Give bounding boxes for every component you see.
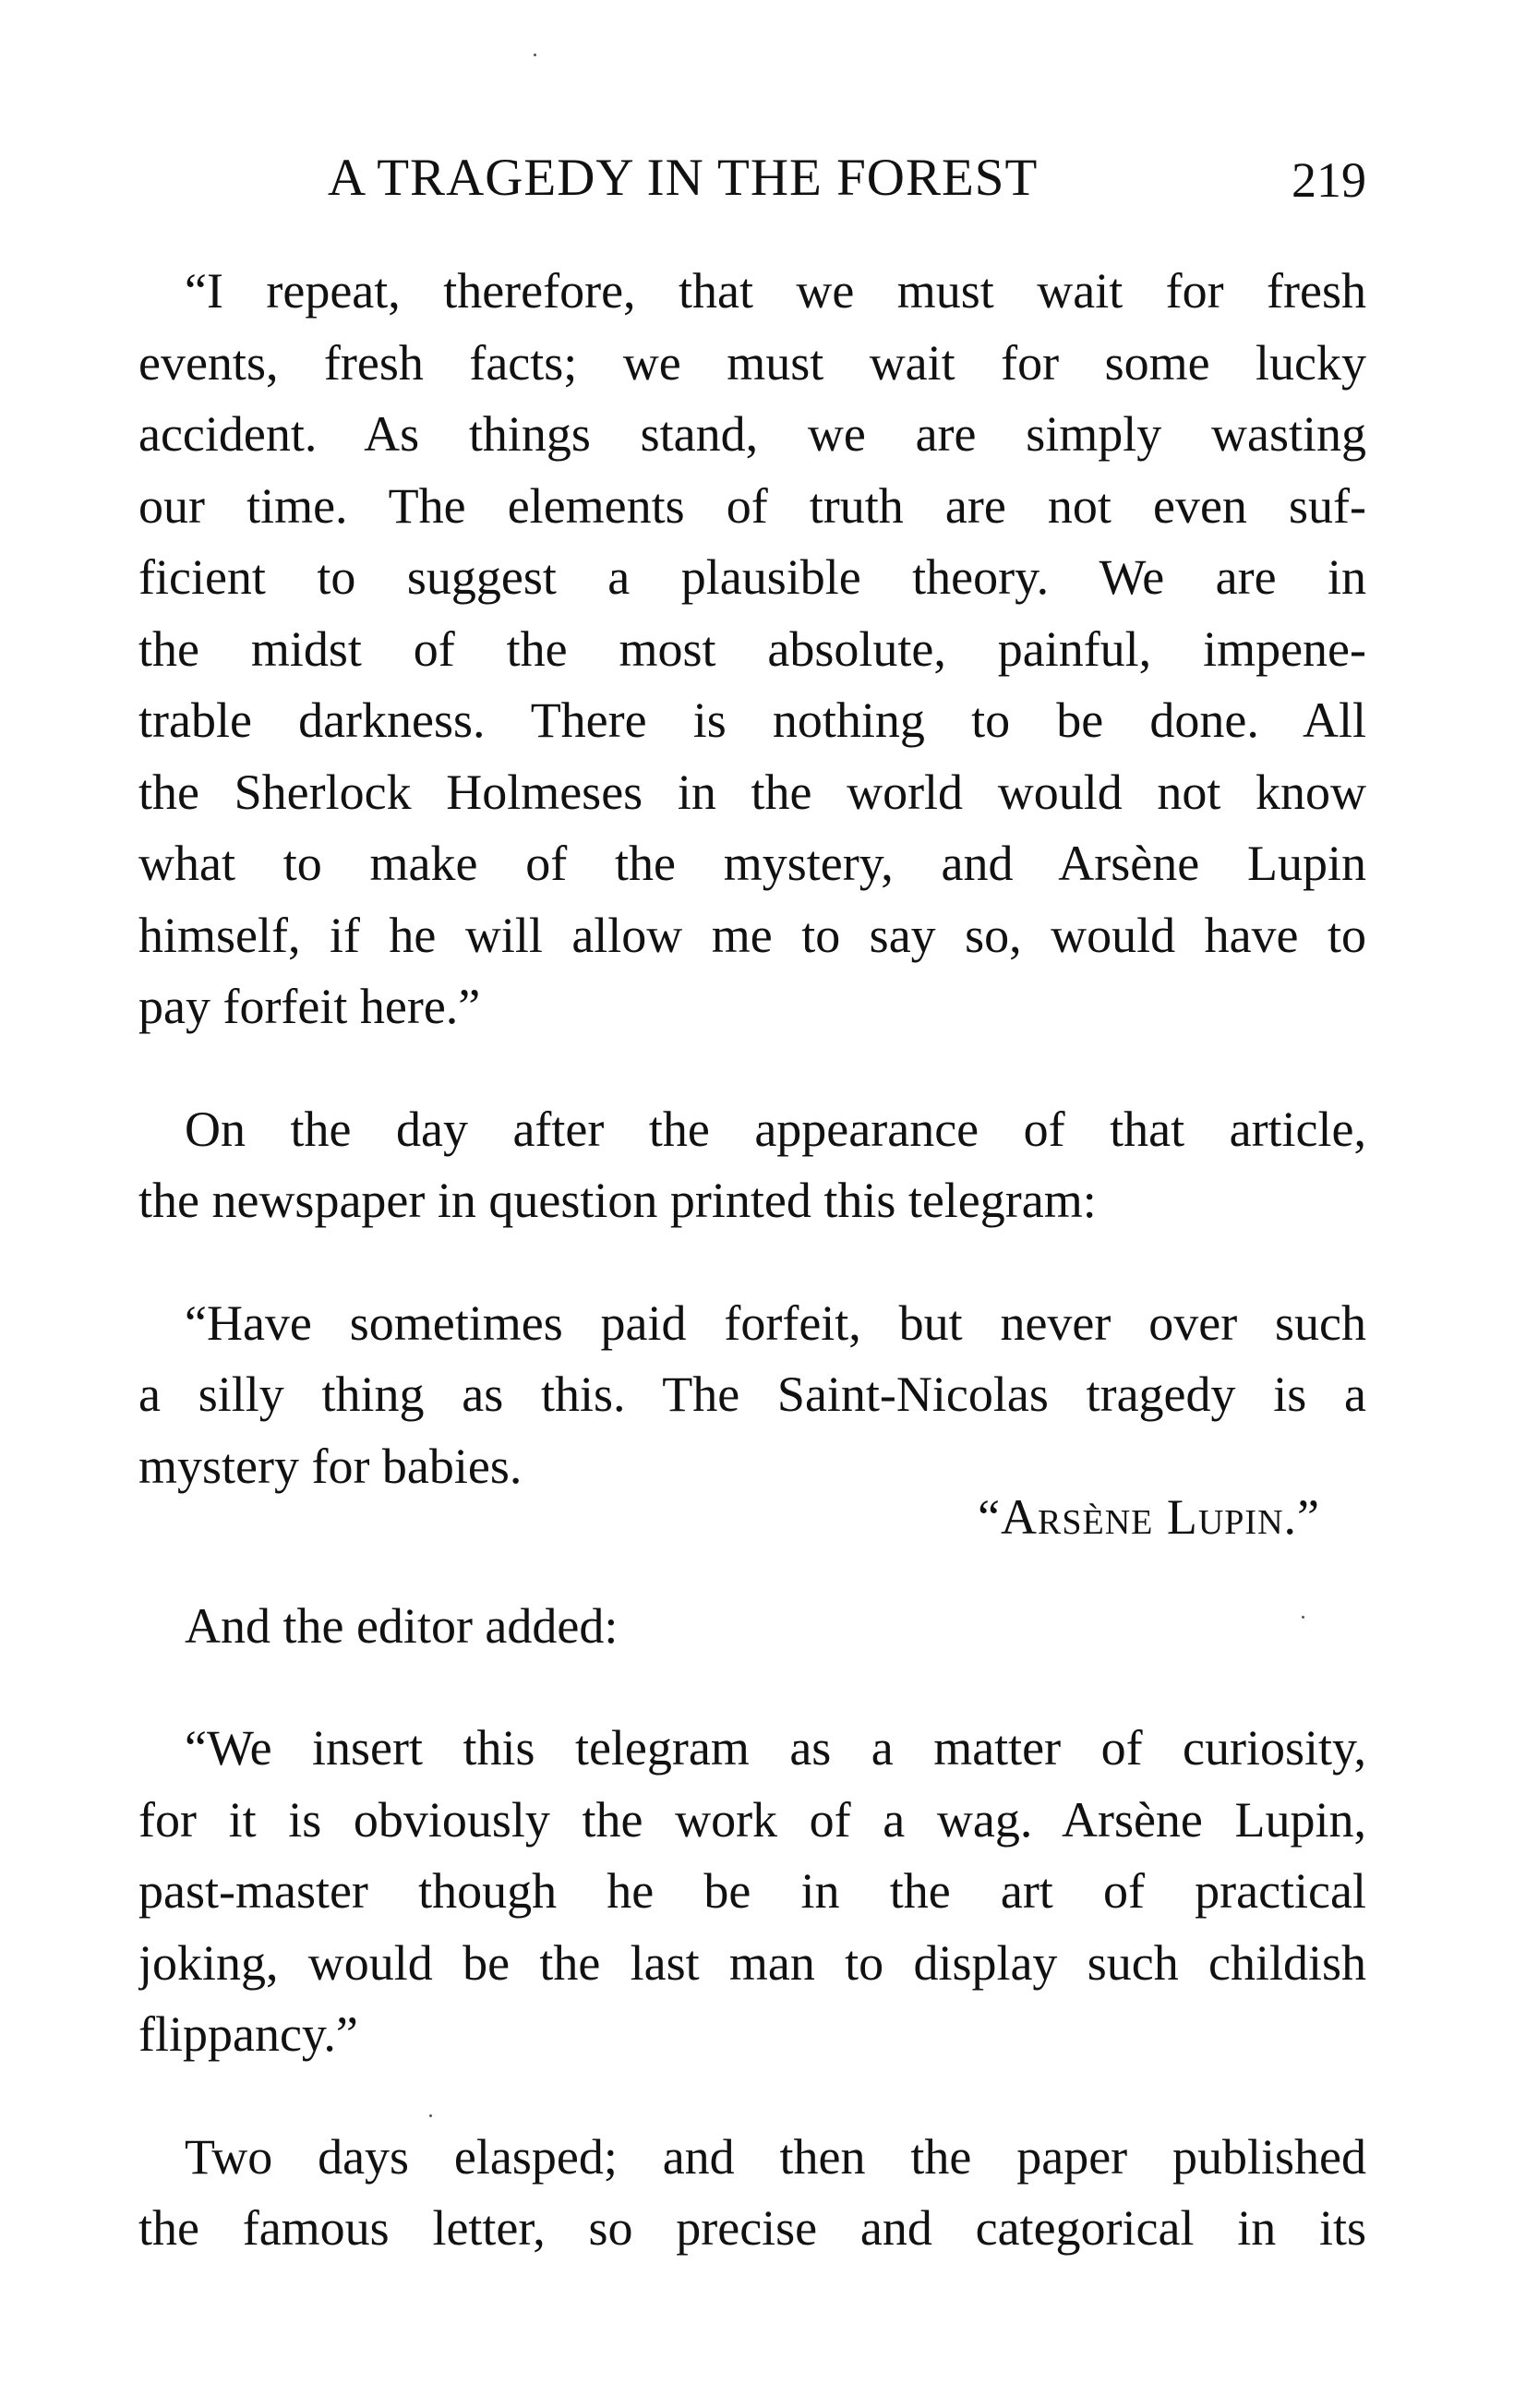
telegram-signature: “Arsène Lupin.” [978, 1489, 1320, 1545]
text-line: the newspaper in question printed this telegram: [138, 1173, 1097, 1228]
page-number: 219 [1292, 152, 1366, 208]
text-line: And the editor added: [185, 1597, 619, 1654]
paragraph-quote-article [138, 256, 1366, 1043]
text-line: Two days elasped; and then the paper published [185, 2128, 1366, 2185]
text-line: himself, if he will allow me to say so, would have to [138, 907, 1366, 963]
text-line: “We insert this telegram as a matter of curiosity, [185, 1720, 1366, 1776]
text-line: pay forfeit here.” [138, 979, 481, 1034]
text-line: flippancy.” [138, 2006, 358, 2062]
text-line: what to make of the mystery, and Arsène Lupin [138, 836, 1366, 891]
text-line: “I repeat, therefore, that we must wait for fresh [185, 263, 1366, 319]
body-text [138, 256, 1366, 2265]
text-line: events, fresh facts; we must wait for some lucky [138, 334, 1366, 391]
print-speck [534, 54, 536, 56]
text-line: past-master though he be in the art of practical [138, 1863, 1366, 1919]
paragraph-gap [138, 1554, 1366, 1591]
paragraph-letter [138, 2122, 1366, 2265]
text-line: a silly thing as this. The Saint-Nicolas tragedy is a [138, 1367, 1366, 1422]
running-head-title: A TRAGEDY IN THE FOREST [328, 149, 1039, 207]
paragraph-gap [138, 1662, 1366, 1713]
text-line: “Have sometimes paid forfeit, but never over such [185, 1294, 1366, 1351]
text-line: ficient to suggest a plausible theory. We are in [138, 549, 1366, 605]
running-head [138, 148, 1366, 222]
paragraph-gap [138, 2071, 1366, 2122]
text-line: the famous letter, so precise and categorical in its [138, 2200, 1366, 2256]
text-line: joking, would be the last man to display such childish [138, 1934, 1366, 1991]
paragraph-telegram [138, 1288, 1366, 1554]
paragraph-gap [138, 1237, 1366, 1288]
text-line: trable darkness. There is nothing to be done. All [138, 692, 1366, 748]
paragraph-editor-note [138, 1713, 1366, 2071]
text-line: our time. The elements of truth are not even suf- [138, 477, 1366, 534]
paragraph-newspaper [138, 1094, 1366, 1237]
text-line: mystery for babies. [138, 1438, 523, 1494]
text-line: the midst of the most absolute, painful, impene- [138, 620, 1366, 677]
text-line: the Sherlock Holmeses in the world would not know [138, 764, 1366, 820]
text-line: for it is obviously the work of a wag. Arsène Lupin, [138, 1791, 1366, 1848]
paragraph-editor [138, 1591, 1366, 1663]
text-line: On the day after the appearance of that article, [185, 1101, 1366, 1157]
text-line: accident. As things stand, we are simply wasting [138, 406, 1366, 462]
paragraph-gap [138, 1043, 1366, 1094]
